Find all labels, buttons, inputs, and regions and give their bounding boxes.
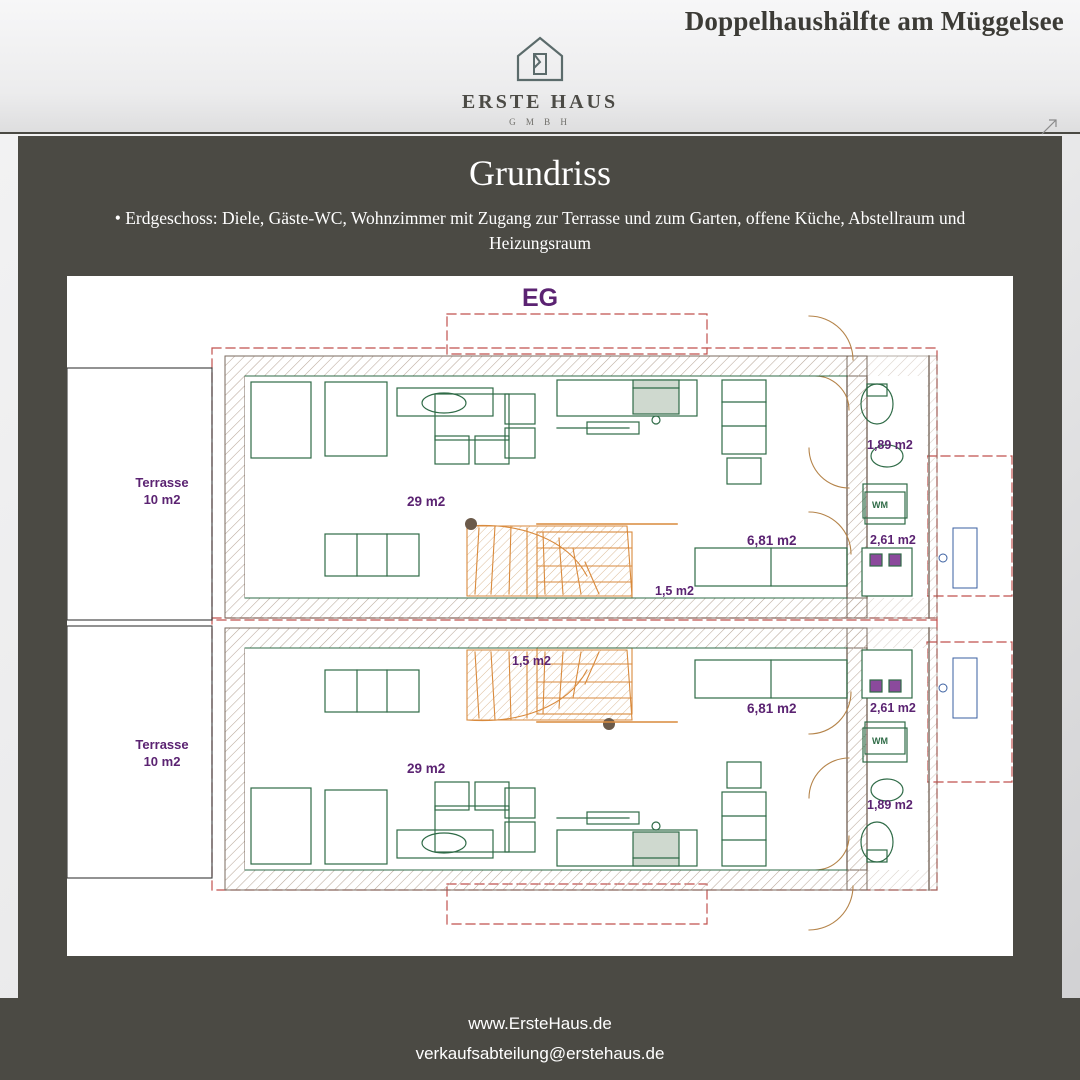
terrace-label-upper [102, 474, 222, 508]
page-title: Grundriss [469, 153, 611, 193]
floor-label: EG [521, 284, 559, 312]
washer-label-lower: WM [872, 736, 888, 746]
house-outline-icon [390, 34, 690, 87]
page-footer [0, 998, 1080, 1080]
email-link[interactable]: verkaufsabteilung@erstehaus.de [415, 1044, 665, 1063]
terrace-area-upper: 10 m2 [143, 492, 181, 507]
wc-area-upper: 1,89 m2 [867, 438, 913, 452]
washer-label-upper: WM [872, 500, 888, 510]
storage-area-lower: 2,61 m2 [870, 701, 916, 715]
living-area-upper: 29 m2 [407, 494, 446, 509]
website-link[interactable]: www.ErsteHaus.de [468, 1014, 612, 1033]
storage-area-upper: 2,61 m2 [870, 533, 916, 547]
floorplan-drawing [67, 276, 1013, 956]
content-panel [18, 136, 1062, 1044]
hall-area-upper: 6,81 m2 [747, 533, 797, 548]
corner-fold-icon [1040, 118, 1058, 136]
hall-area-lower: 6,81 m2 [747, 701, 797, 716]
wc-area-lower: 1,89 m2 [867, 798, 913, 812]
terrace-label-lower [102, 736, 222, 770]
project-title: Doppelhaushälfte am Müggelsee [684, 6, 1064, 36]
terrace-name-lower: Terrasse [135, 737, 189, 752]
page-header [0, 0, 1080, 134]
floor-description: • Erdgeschoss: Diele, Gäste-WC, Wohnzimmer mit Zugang zur Terrasse und zum Garten, offene Küche, Abstellraum und Heizungsraum [114, 208, 966, 253]
terrace-name-upper: Terrasse [135, 475, 189, 490]
company-name: ERSTE HAUS [461, 91, 619, 113]
stairs-area-lower: 1,5 m2 [512, 654, 551, 668]
company-logo [390, 34, 690, 127]
living-area-lower: 29 m2 [407, 761, 446, 776]
stairs-area-upper: 1,5 m2 [655, 584, 694, 598]
terrace-area-lower: 10 m2 [143, 754, 181, 769]
plan-vector [67, 276, 1013, 956]
company-legal-form: G M B H [509, 117, 571, 127]
